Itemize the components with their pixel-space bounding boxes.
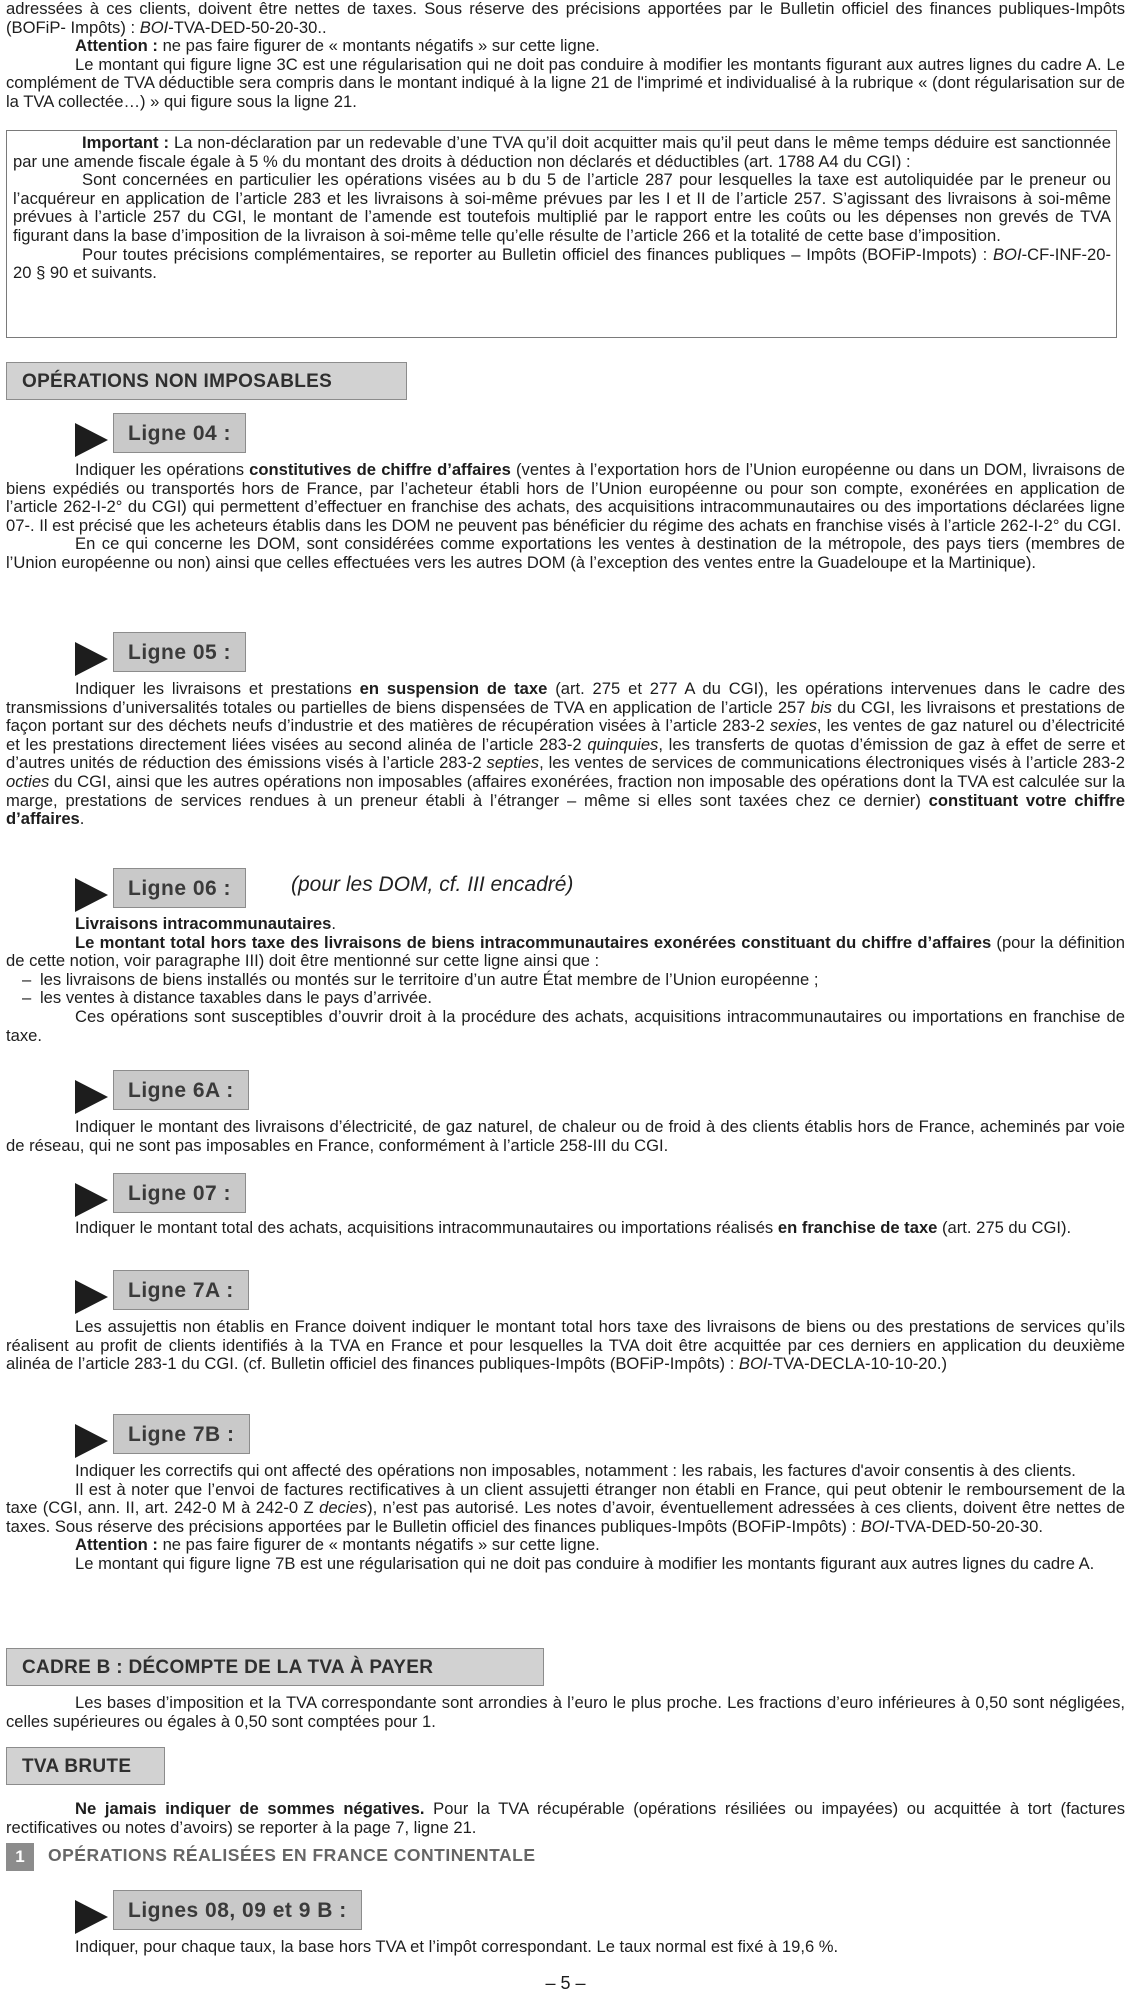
ligne-08-text [6, 1938, 1125, 1957]
tva-brute-p1: Ne jamais indiquer de sommes négatives. Pour la TVA récupérable (opérations résiliées ou impayées) ou acquittée à tort (factures rectificatives ou notes d’avoirs) se reporter à la page 7, ligne 21. [6, 1799, 1125, 1837]
intro-attention: Attention : ne pas faire figurer de « montants négatifs » sur cette ligne. [75, 36, 600, 56]
intro-block [6, 0, 1125, 112]
operation-number-badge: 1 [6, 1843, 34, 1871]
intro-p3: Le montant qui figure ligne 3C est une régularisation qui ne doit pas conduire à modifier les montants figurant aux autres lignes du cadre A. Le complément de TVA déductible sera compris dans le montant indiqué à la ligne 21 de l'imprimé et individualisé à la rubrique « (dont régularisation sur de la TVA collectée…) » qui figure sous la ligne 21. [6, 54, 1125, 111]
cadre-b-text [6, 1694, 1125, 1731]
ligne-04-text [6, 461, 1125, 573]
tva-brute-text [6, 1800, 1125, 1837]
important-p3: Pour toutes précisions complémentaires, se reporter au Bulletin officiel des finances publiques – Impôts (BOFiP-Impots) : BOI-CF-INF-20-20 § 90 et suivants. [13, 244, 1111, 283]
ligne-7a-p1: Les assujettis non établis en France doivent indiquer le montant total hors taxe des livraisons de biens ou des prestations de services qu’ils réalisent au profit de clients identifiés à la TVA en France et pour lesquelles la TVA doit être acquittée par ces derniers en application du deuxième alinéa de l’article 283-1 du CGI. (cf. Bulletin officiel des finances publiques-Impôts (BOFiP-Impôts) : BOI-TVA-DECLA-10-10-20.) [6, 1317, 1125, 1374]
arrow-icon [75, 878, 108, 912]
ligne-7a-label: Ligne 7A : [113, 1270, 249, 1310]
ligne-6a-text [6, 1118, 1125, 1155]
arrow-icon [75, 1080, 108, 1114]
ligne-06-text [6, 915, 1125, 1045]
ligne-04-label: Ligne 04 : [113, 413, 246, 453]
important-box [6, 130, 1117, 338]
ligne-7b-attention: Attention : ne pas faire figurer de « montants négatifs » sur cette ligne. [75, 1535, 600, 1555]
ligne-07-p1: Indiquer le montant total des achats, acquisitions intracommunautaires ou importations réalisés en franchise de taxe (art. 275 du CGI). [75, 1218, 1072, 1237]
arrow-icon [75, 423, 108, 457]
ligne-06-p3: Ces opérations sont susceptibles d’ouvrir droit à la procédure des achats, acquisitions intracommunautaires ou importations en franchise de taxe. [6, 1006, 1125, 1045]
ligne-06-p2: Le montant total hors taxe des livraisons de biens intracommunautaires exonérées constituant du chiffre d’affaires (pour la définition de cette notion, voir paragraphe III) doit être mentionné sur cette ligne ainsi que : [6, 932, 1125, 971]
page-number: – 5 – [545, 1973, 586, 1993]
ligne-06-note: (pour les DOM, cf. III encadré) [291, 873, 574, 896]
arrow-icon [75, 1424, 108, 1458]
ligne-05-text [6, 680, 1125, 829]
ligne-07-text [6, 1219, 1125, 1238]
ligne-7b-label: Ligne 7B : [113, 1414, 250, 1454]
intro-p1: adressées à ces clients, doivent être nettes de taxes. Sous réserve des précisions apportées par le Bulletin officiel des finances publiques-Impôts (BOFiP- Impôts) : BOI-TVA-DED-50-20-30.. [6, 0, 1125, 37]
ligne-7b-p2: Il est à noter que l’envoi de factures rectificatives à un client assujetti étranger non établi en France, qui peut obtenir le remboursement de la taxe (CGI, ann. II, art. 242-0 M à 242-0 Z decies), n’est pas autorisé. Les notes d’avoir, éventuellement adressées à ces clients, doivent être nettes de taxes. Sous réserve des précisions apportées par le Bulletin officiel des finances publiques-Impôts (BOFiP-Impôts) : BOI-TVA-DED-50-20-30. [6, 1479, 1125, 1536]
important-p2: Sont concernées en particulier les opérations visées au b du 5 de l’article 287 pour lesquelles la taxe est autoliquidée par le preneur ou l’acquéreur en application de l’article 283 et les livraisons à soi-même prévues par les I et II de l’article 257. S’agissant des livraisons à soi-même prévues à l’article 257 du CGI, le montant de l’amende est toutefois multiplié par le rapport entre les coûts ou les dépenses non grevés de TVA figurant dans la base d’imposition de la livraison à soi-même telle qu’elle résulte de l’article 266 et la totalité de cette base d’imposition. [13, 170, 1111, 245]
ligne-06-label: Ligne 06 : [113, 868, 246, 908]
ligne-06-p1: Livraisons intracommunautaires. [75, 914, 336, 933]
cadre-b-p1: Les bases d’imposition et la TVA correspondante sont arrondies à l’euro le plus proche. Les fractions d’euro inférieures à 0,50 sont négligées, celles supérieures ou égales à 0,50 sont comptées pour 1. [6, 1693, 1125, 1731]
ligne-7b-p1: Indiquer les correctifs qui ont affecté des opérations non imposables, notamment : les rabais, les factures d'avoir consentis à des clients. [75, 1461, 1076, 1480]
ligne-04-p2: En ce qui concerne les DOM, sont considérées comme exportations les ventes à destination de la métropole, des pays tiers (membres de l’Union européenne ou non) ainsi que celles effectuées vers les autres DOM (à l’exception des ventes entre la Guadeloupe et la Martinique). [6, 534, 1125, 572]
ligne-04-p1: Indiquer les opérations constitutives de chiffre d’affaires (ventes à l’exportation hors de l’Union européenne ou dans un DOM, livraisons de biens expédiés ou transportés hors de France, par l’acheteur établi hors de l’Union européenne ou pour son compte, exonérées en application de l’article 262-I-2° du CGI) qui permettent d’effectuer en franchise des achats, des acquisitions intracommunautaires ou des importations déclarées ligne 07-. Il est précisé que les acheteurs établis dans les DOM ne peuvent pas bénéficier du régime des achats en franchise visés à l’article 262-I-2° du CGI. [6, 460, 1125, 535]
important-p1: Important : La non-déclaration par un redevable d’une TVA qu’il doit acquitter mais qu’il peut dans le même temps déduire est sanctionnée par une amende fiscale égale à 5 % du montant des droits à déduction non déclarés et déductibles (art. 1788 A4 du CGI) : [13, 133, 1111, 171]
arrow-icon [75, 642, 108, 676]
ligne-05-label: Ligne 05 : [113, 632, 246, 672]
section-operations-non-imposables: OPÉRATIONS NON IMPOSABLES [6, 362, 407, 400]
ligne-07-label: Ligne 07 : [113, 1173, 246, 1213]
ligne-7b-text [6, 1462, 1125, 1574]
section-cadre-b: CADRE B : DÉCOMPTE DE LA TVA À PAYER [6, 1648, 544, 1686]
operations-france-title: OPÉRATIONS RÉALISÉES EN FRANCE CONTINENTALE [48, 1845, 536, 1865]
ligne-6a-label: Ligne 6A : [113, 1070, 249, 1110]
ligne-06-dash-1: – les livraisons de biens installés ou montés sur le territoire d’un autre État membre de l’Union européenne ; [6, 971, 1125, 990]
arrow-icon [75, 1280, 108, 1314]
ligne-7b-p3: Le montant qui figure ligne 7B est une régularisation qui ne doit pas conduire à modifier les montants figurant aux autres lignes du cadre A. [75, 1553, 1095, 1573]
ligne-6a-p1: Indiquer le montant des livraisons d’électricité, de gaz naturel, de chaleur ou de froid à des clients établis hors de France, acheminés par voie de réseau, qui ne sont pas imposables en France, conformément à l’article 258-III du CGI. [6, 1117, 1125, 1155]
arrow-icon [75, 1183, 108, 1217]
ligne-08-label: Lignes 08, 09 et 9 B : [113, 1890, 362, 1930]
ligne-08-p1: Indiquer, pour chaque taux, la base hors TVA et l’impôt correspondant. Le taux normal est fixé à 19,6 %. [75, 1937, 839, 1956]
ligne-7a-text [6, 1318, 1125, 1374]
arrow-icon [75, 1900, 108, 1934]
section-tva-brute: TVA BRUTE [6, 1747, 165, 1785]
ligne-06-dash-2: – les ventes à distance taxables dans le pays d’arrivée. [6, 989, 1125, 1008]
ligne-05-p1: Indiquer les livraisons et prestations en suspension de taxe (art. 275 et 277 A du CGI), les opérations intervenues dans le cadre des transmissions d’universalités totales ou partielles de biens dispensées de TVA en application de l’article 257 bis du CGI, les livraisons et prestations de façon portant sur des déchets neufs d’industrie et des matières de récupération visées à l’article 283-2 sexies, les ventes de gaz naturel ou d’électricité et les prestations directement liées visées au second alinéa de l’article 283-2 quinquies, les transferts de quotas d’émission de gaz à effet de serre et d’autres unités de réduction des émissions visés à l’article 283-2 septies, les ventes de services de communications électroniques visés à l’article 283-2 octies du CGI, ainsi que les autres opérations non imposables (affaires exonérées, fraction non imposable des opérations dont la TVA est calculée sur la marge, prestations de services rendues à un preneur établi à l’étranger – même si elles sont taxées chez ce dernier) constituant votre chiffre d’affaires. [6, 679, 1126, 829]
